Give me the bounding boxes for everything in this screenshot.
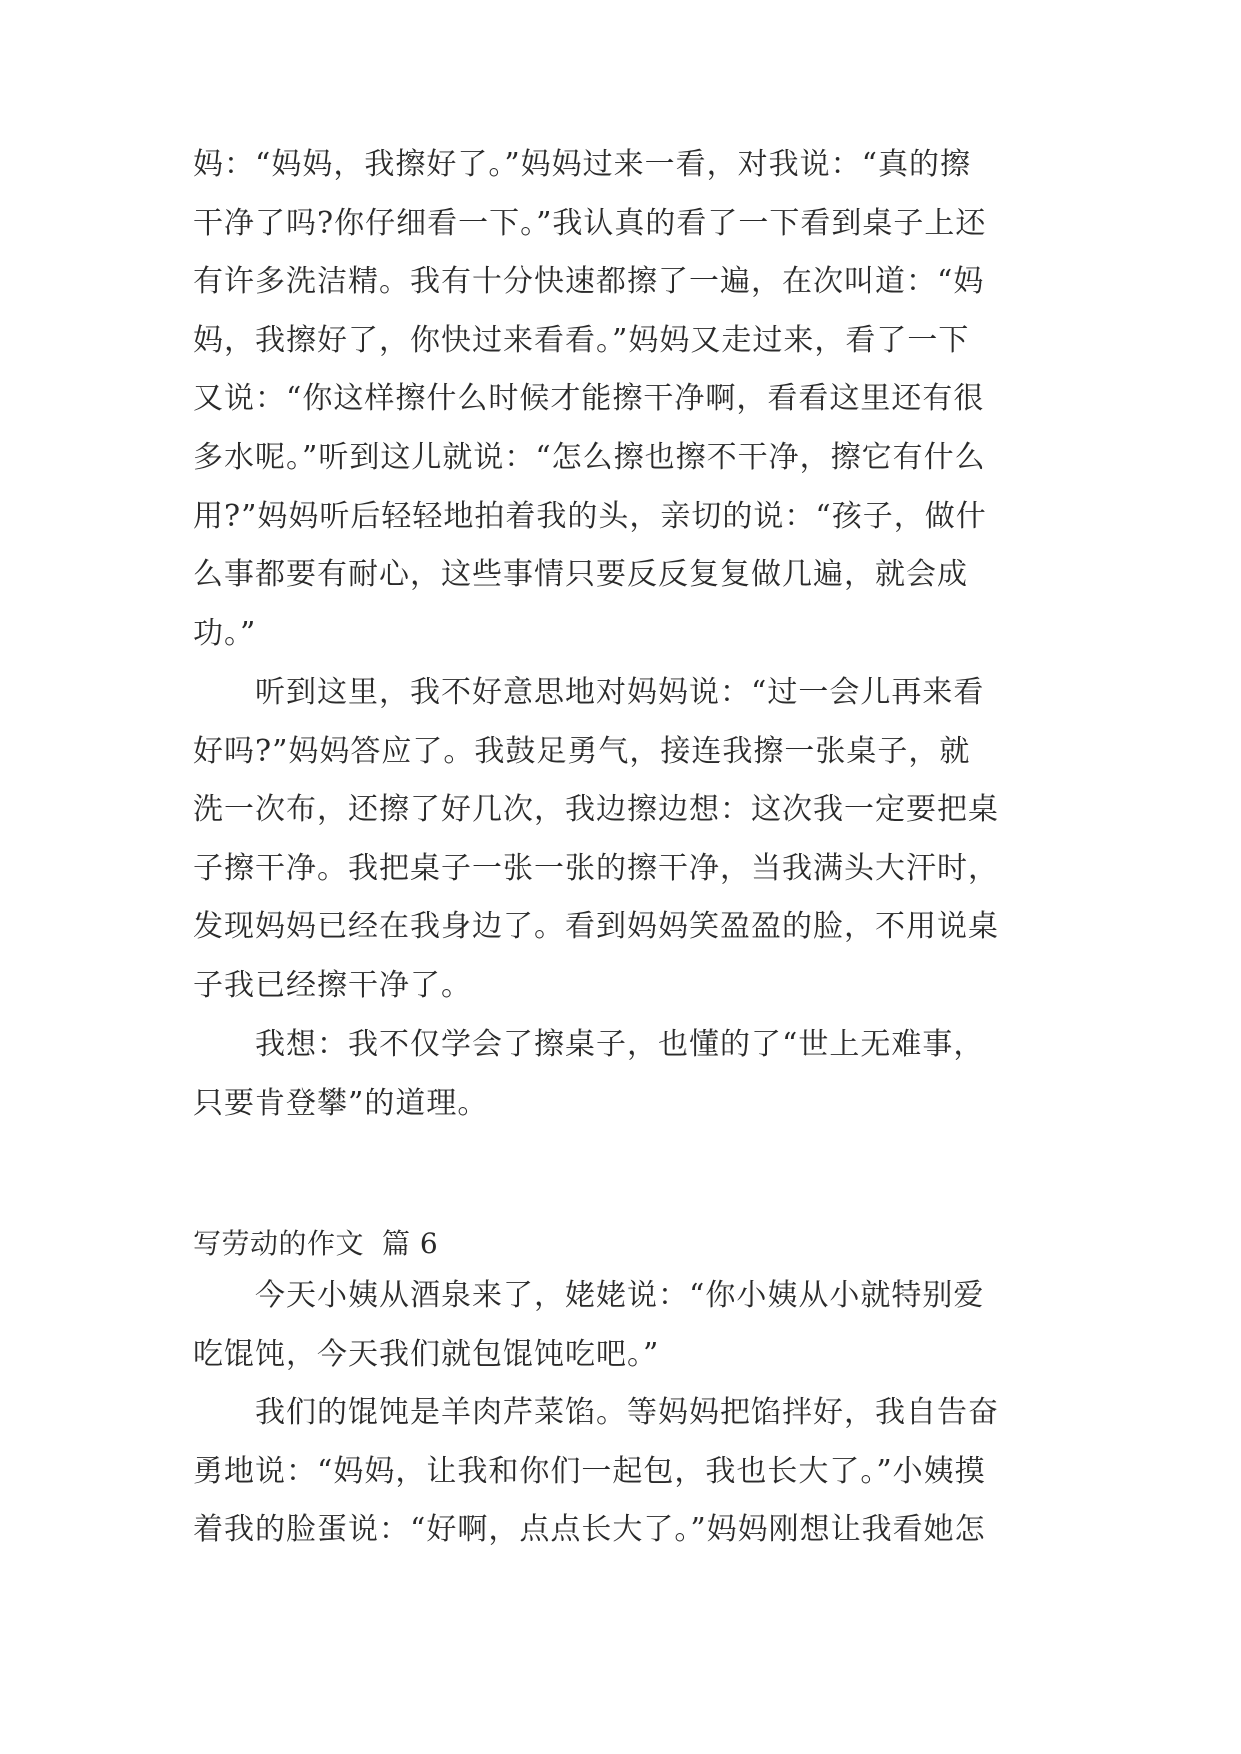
paragraph <box>193 664 1073 1016</box>
text-line: 吃馄饨，今天我们就包馄饨吃吧。” <box>193 1336 660 1372</box>
text-line: 只要肯登攀”的道理。 <box>193 1085 489 1121</box>
text-line: 我们的馄饨是羊肉芹菜馅。等妈妈把馅拌好，我自告奋 <box>255 1395 999 1430</box>
paragraph <box>193 1016 1073 1133</box>
paragraph <box>193 136 1073 663</box>
text-line: 又说：“你这样擦什么时候才能擦干净啊，看看这里还有很 <box>193 381 985 417</box>
paragraph <box>193 1267 1073 1384</box>
text-line: 子擦干净。我把桌子一张一张的擦干净，当我满头大汗时， <box>193 850 999 886</box>
text-line: 妈：“妈妈，我擦好了。”妈妈过来一看，对我说：“真的擦 <box>193 147 972 182</box>
text-line: 发现妈妈已经在我身边了。看到妈妈笑盈盈的脸，不用说桌 <box>193 909 999 945</box>
paragraph <box>193 1384 1073 1560</box>
text-line: 妈，我擦好了，你快过来看看。”妈妈又走过来，看了一下 <box>193 322 970 358</box>
text-line: 我想：我不仅学会了擦桌子，也懂的了“世上无难事， <box>255 1027 985 1062</box>
text-line: 有许多洗洁精。我有十分快速都擦了一遍，在次叫道：“妈 <box>193 264 985 300</box>
text-line: 勇地说：“妈妈，让我和你们一起包，我也长大了。”小姨摸 <box>193 1453 986 1489</box>
text-line: 洗一次布，还擦了好几次，我边擦边想：这次我一定要把桌 <box>193 792 999 828</box>
text-line: 用?”妈妈听后轻轻地拍着我的头，亲切的说：“孩子，做什 <box>193 498 987 534</box>
text-line: 今天小姨从酒泉来了，姥姥说：“你小姨从小就特别爱 <box>255 1278 985 1313</box>
text-line: 干净了吗?你仔细看一下。”我认真的看了一下看到桌子上还 <box>193 205 987 241</box>
text-line: 多水呢。”听到这儿就说：“怎么擦也擦不干净，擦它有什么 <box>193 439 986 475</box>
text-line: 听到这里，我不好意思地对妈妈说：“过一会儿再来看 <box>255 675 985 710</box>
section-title: 写劳动的作文 <box>193 1227 365 1260</box>
section-heading <box>193 1218 438 1270</box>
text-line: 子我已经擦干净了。 <box>193 967 472 1003</box>
section-label: 篇 6 <box>382 1227 439 1260</box>
text-line: 好吗?”妈妈答应了。我鼓足勇气，接连我擦一张桌子，就 <box>193 733 971 769</box>
text-line: 功。” <box>193 615 257 651</box>
text-line: 着我的脸蛋说：“好啊，点点长大了。”妈妈刚想让我看她怎 <box>193 1512 986 1548</box>
text-line: 么事都要有耐心，这些事情只要反反复复做几遍，就会成 <box>193 557 968 593</box>
